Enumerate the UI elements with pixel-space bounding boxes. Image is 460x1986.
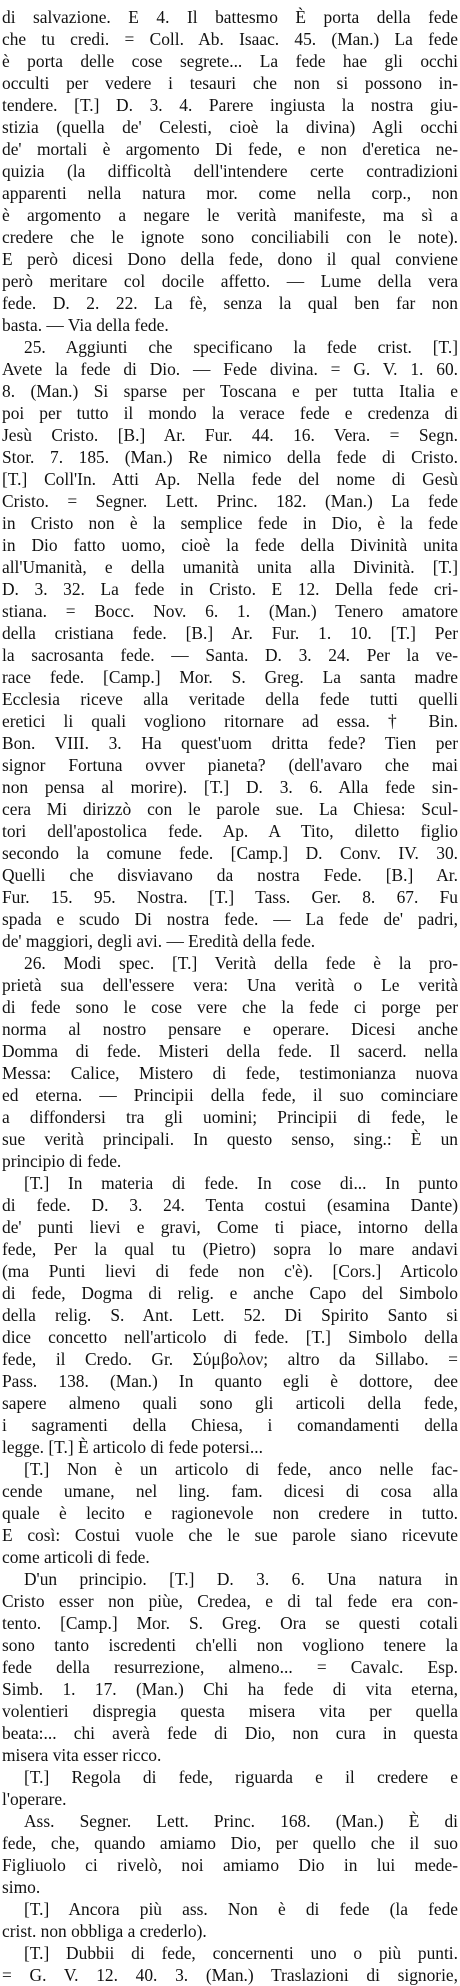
text-line: legge. [T.] È articolo di fede potersi...: [2, 1437, 263, 1457]
text-line: Messa: Calice, Mistero di fede, testimonianza nuova: [2, 1063, 458, 1083]
text-line: Bon. VIII. 3. Ha quest'uom dritta fede? Tien per: [2, 733, 458, 753]
paragraph-start: [T.] In materia di fede. In cose di... In punto: [24, 1173, 458, 1193]
text-line: eretici li quali vogliono ritornare ad essa. † Bin.: [2, 711, 458, 731]
text-line: simo.: [2, 1877, 41, 1897]
text-line: de' mortali è argomento Di fede, e non d'eretica ne-: [2, 139, 458, 159]
text-line: però meritare col docile affetto. — Lume della vera: [2, 271, 458, 291]
text-line: volentieri dispregia questa misera vita per quella: [2, 1701, 458, 1721]
text-line: che tu credi. = Coll. Ab. Isaac. 45. (Man.) La fede: [2, 29, 458, 49]
text-line: cende umane, nel ling. fam. dicesi di cosa alla: [2, 1481, 458, 1501]
text-line: Jesù Cristo. [B.] Ar. Fur. 44. 16. Vera. = Segn.: [2, 425, 458, 445]
text-line: prietà sua dell'essere vera: Una verità o Le verità: [2, 975, 458, 995]
text-line: Ecclesia riceve alla veritade della fede tutti quelli: [2, 689, 458, 709]
text-line: credere che le ignote sono conciliabili con le note).: [2, 227, 458, 247]
text-line: cera Mi dirizzò con le parole sue. La Chiesa: Scul-: [2, 799, 458, 819]
text-line: è argomento a negare le verità manifeste, ma sì a: [2, 205, 458, 225]
text-line: fede, che, quando amiamo Dio, per quello che il suo: [2, 1833, 458, 1853]
text-line: fede, il Credo. Gr. Σύμβολον; altro da Sillabo. =: [2, 1349, 458, 1369]
text-line: di fede sono le cose vere che la fede ci porge per: [2, 997, 458, 1017]
text-line: Avete la fede di Dio. — Fede divina. = G. V. 1. 60.: [2, 359, 458, 379]
text-line: ed eterna. — Principii della fede, il suo cominciare: [2, 1085, 458, 1105]
text-line: poi per tutto il mondo la verace fede e credenza di: [2, 403, 458, 423]
text-line: race fede. [Camp.] Mor. S. Greg. La santa madre: [2, 667, 458, 687]
section-heading-26: 26. Modi spec. [T.] Verità della fede è la pro-: [24, 953, 458, 973]
text-line: Pass. 138. (Man.) In quanto egli è dottore, dee: [2, 1371, 458, 1391]
text-line: della cristiana fede. [B.] Ar. Fur. 1. 10. [T.] Per: [2, 623, 458, 643]
text-line: beata:... chi averà fede di Dio, non cura in questa: [2, 1723, 458, 1743]
text-line: i sagramenti della Chiesa, i comandamenti della: [2, 1415, 458, 1435]
text-line: E così: Costui vuole che le sue parole siano ricevute: [2, 1525, 458, 1545]
text-line: crist. non obbliga a crederlo).: [2, 1921, 207, 1941]
text-line: Cristo. = Segner. Lett. Princ. 182. (Man.) La fede: [2, 491, 458, 511]
text-line: fede della resurrezione, almeno... = Cavalc. Esp.: [2, 1657, 458, 1677]
text-line: D. 3. 32. La fede in Cristo. E 12. Della fede cri-: [2, 579, 458, 599]
text-line: quizia (la difficoltà dell'intendere certe contradizioni: [2, 161, 458, 181]
text-line: l'operare.: [2, 1789, 67, 1809]
text-line: spada e scudo Di nostra fede. — La fede de' padri,: [2, 909, 458, 929]
paragraph-start: [T.] Regola di fede, riguarda e il credere e: [24, 1767, 458, 1787]
text-line: Fur. 15. 95. Nostra. [T.] Tass. Ger. 8. 67. Fu: [2, 887, 458, 907]
text-line: la sacrosanta fede. — Santa. D. 3. 24. Per la ve-: [2, 645, 458, 665]
text-line: = G. V. 12. 40. 3. (Man.) Traslazioni di signorie,: [2, 1965, 458, 1985]
text-line: principio di fede.: [2, 1151, 122, 1171]
text-line: quale è lecito e ragionevole non credere in tutto.: [2, 1503, 458, 1523]
text-line: di fede. D. 3. 24. Tenta costui (esamina Dante): [2, 1195, 458, 1215]
text-line: è porta delle cose segrete... La fede hae gli occhi: [2, 51, 458, 71]
paragraph-start: [T.] Non è un articolo di fede, anco nelle fac-: [24, 1459, 458, 1479]
text-line: in Cristo non è la semplice fede in Dio, è la fede: [2, 513, 458, 533]
text-line: in Dio fatto uomo, cioè la fede della Divinità unita: [2, 535, 458, 555]
text-line: Stor. 7. 185. (Man.) Re nimico della fede di Cristo.: [2, 447, 458, 467]
paragraph-start: D'un principio. [T.] D. 3. 6. Una natura in: [24, 1569, 458, 1589]
text-line: della relig. S. Ant. Lett. 52. Di Spirito Santo si: [2, 1305, 458, 1325]
text-line: de' punti lievi e gravi, Come ti piace, intorno della: [2, 1217, 458, 1237]
text-line: Quelli che disviavano da nostra Fede. [B.] Ar.: [2, 865, 458, 885]
text-line: non pensa al morire). [T.] D. 3. 6. Alla fede sin-: [2, 777, 458, 797]
text-line: fede. D. 2. 22. La fè, senza la qual ben far non: [2, 293, 458, 313]
text-line: occulti per vedere i tesauri che non si possono in-: [2, 73, 458, 93]
text-line: secondo la comune fede. [Camp.] D. Conv. IV. 30.: [2, 843, 458, 863]
text-line: de' maggiori, degli avi. — Eredità della fede.: [2, 931, 316, 951]
text-line: basta. — Via della fede.: [2, 315, 169, 335]
text-line: di salvazione. E 4. Il battesmo È porta della fede: [2, 7, 458, 27]
text-line: sue verità principali. In questo senso, sing.: È un: [2, 1129, 458, 1149]
text-line: tendere. [T.] D. 3. 4. Parere ingiusta la nostra giu-: [2, 95, 458, 115]
paragraph-start: [T.] Ancora più ass. Non è di fede (la fede: [24, 1899, 458, 1919]
text-line: norma al nostro pensare e operare. Dicesi anche: [2, 1019, 458, 1039]
text-line: Cristo esser non piùe, Credea, e di tal fede era con-: [2, 1591, 458, 1611]
text-line: Simb. 1. 17. (Man.) Chi ha fede di vita eterna,: [2, 1679, 458, 1699]
text-line: misera vita esser ricco.: [2, 1745, 162, 1765]
text-line: di fede, Dogma di relig. e anche Capo del Simbolo: [2, 1283, 458, 1303]
text-line: [T.] Coll'In. Atti Ap. Nella fede del nome di Gesù: [2, 469, 458, 489]
text-line: dice concetto nell'articolo di fede. [T.] Simbolo della: [2, 1327, 458, 1347]
paragraph-start: [T.] Dubbii di fede, concernenti uno o più punti.: [24, 1943, 458, 1963]
text-line: apparenti nella natura mor. come nella corp., non: [2, 183, 458, 203]
text-line: E però dicesi Dono della fede, dono il qual conviene: [2, 249, 458, 269]
text-line: come articoli di fede.: [2, 1547, 150, 1567]
section-heading-25: 25. Aggiunti che specificano la fede crist. [T.]: [24, 337, 458, 357]
paragraph-start: Ass. Segner. Lett. Princ. 168. (Man.) È di: [24, 1811, 458, 1831]
text-line: tento. [Camp.] Mor. S. Greg. Ora se questi cotali: [2, 1613, 458, 1633]
text-line: sono tanto iscredenti ch'elli non vogliono tenere la: [2, 1635, 458, 1655]
text-line: 8. (Man.) Si sparse per Toscana e per tutta Italia e: [2, 381, 458, 401]
text-line: stiana. = Bocc. Nov. 6. 1. (Man.) Tenero amatore: [2, 601, 458, 621]
text-line: signor Fortuna ovver pianeta? (dell'avaro che mai: [2, 755, 458, 775]
text-line: all'Umanità, e della umanità unita alla Divinità. [T.]: [2, 557, 458, 577]
text-line: tori dell'apostolica fede. Ap. A Tito, diletto figlio: [2, 821, 458, 841]
text-line: sapere almeno quali sono gli articoli della fede,: [2, 1393, 458, 1413]
text-line: fede, Per la qual tu (Pietro) sopra lo mare andavi: [2, 1239, 458, 1259]
text-line: Figliuolo ci rivelò, noi amiamo Dio in lui mede-: [2, 1855, 458, 1875]
text-line: Domma di fede. Misteri della fede. Il sacerd. nella: [2, 1041, 458, 1061]
text-line: (ma Punti lievi di fede non c'è). [Cors.] Articolo: [2, 1261, 458, 1281]
text-line: a diffondersi tra gli uomini; Principii di fede, le: [2, 1107, 458, 1127]
text-line: stizia (quella de' Celesti, cioè la divina) Agli occhi: [2, 117, 458, 137]
